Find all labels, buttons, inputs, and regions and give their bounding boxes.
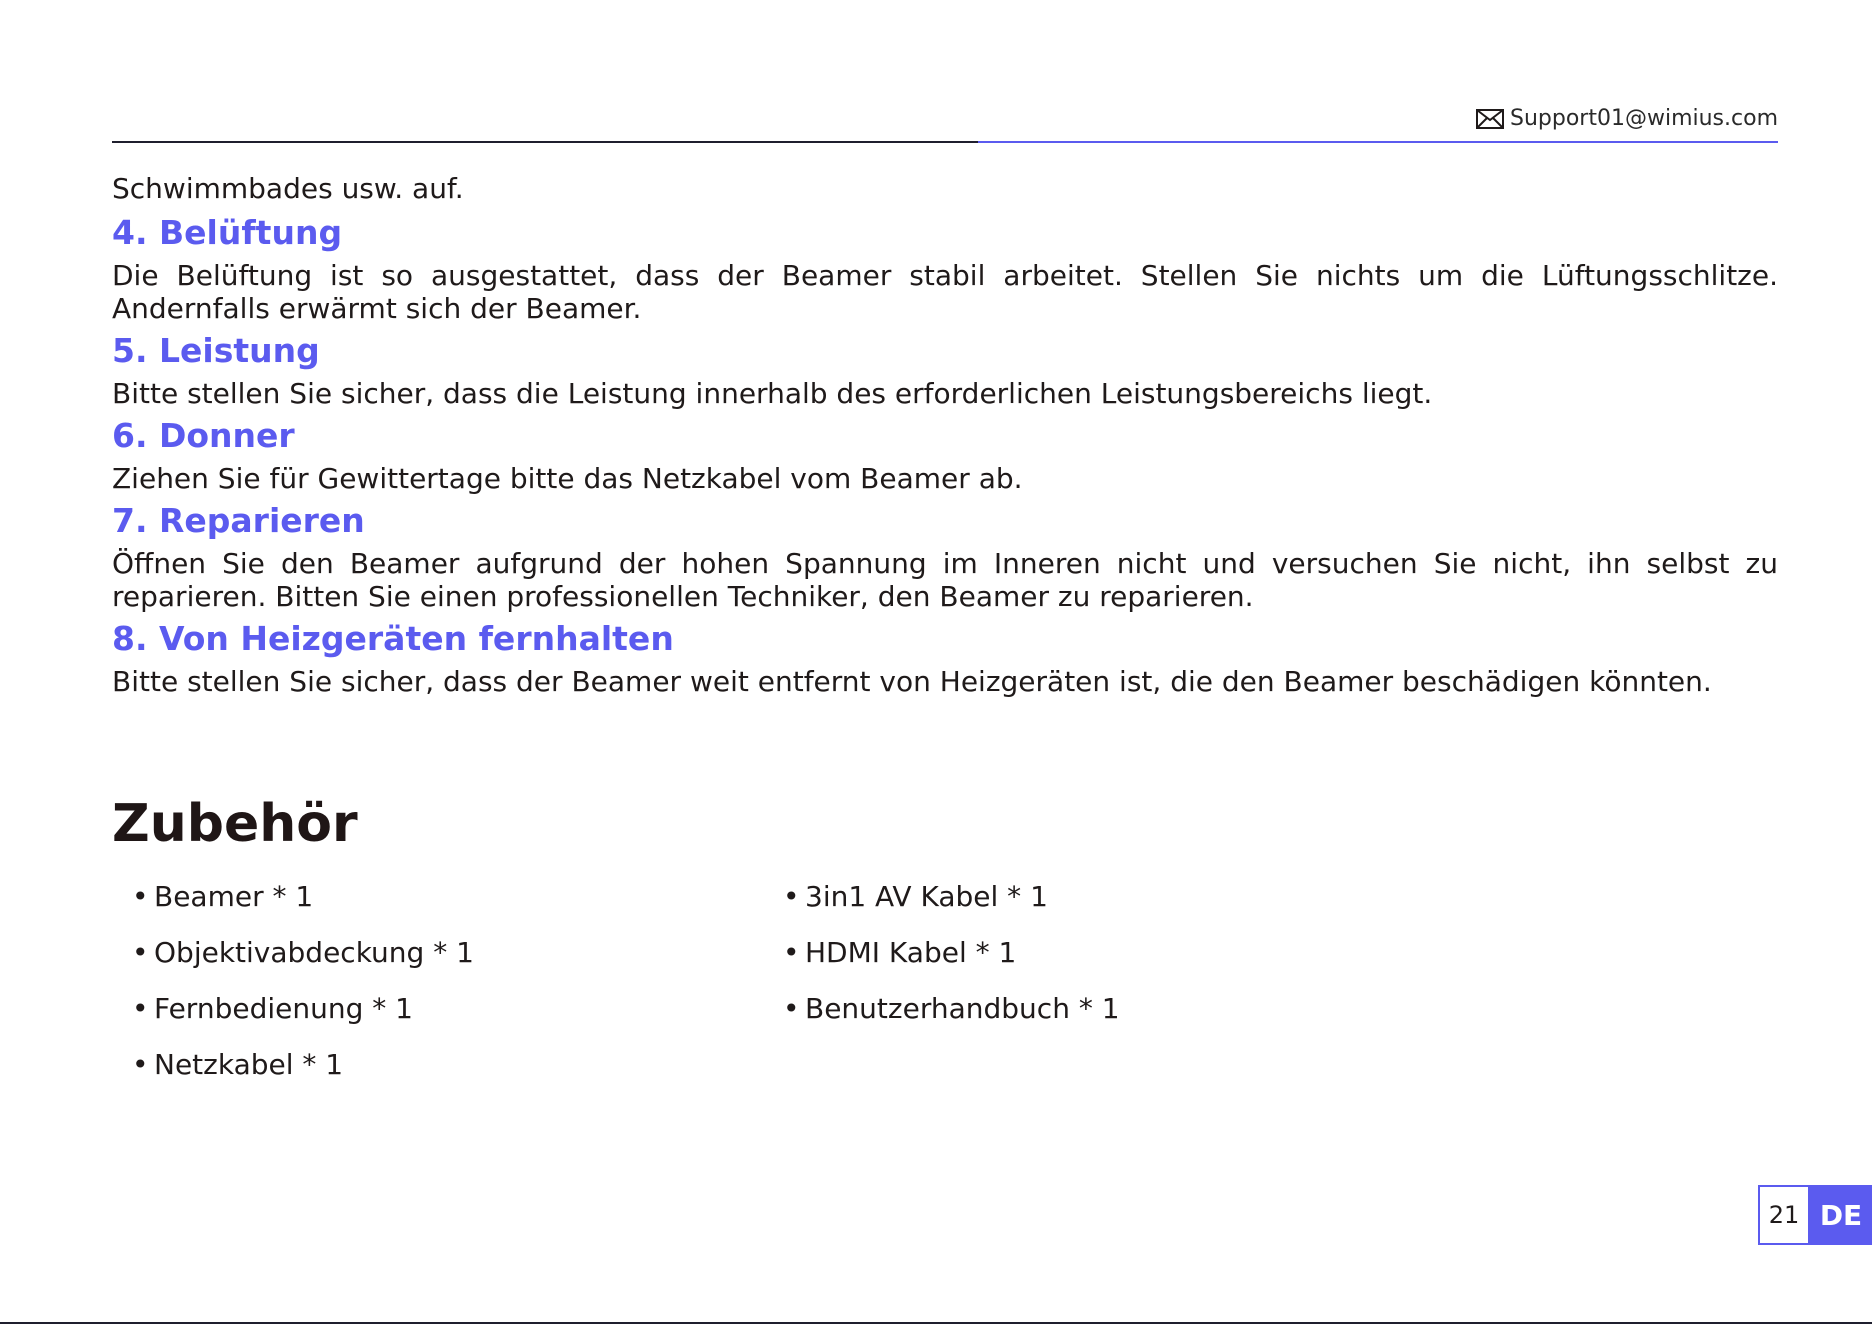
email-address[interactable]: Support01@wimius.com [1510,106,1778,131]
section-title: 4. Belüftung [112,213,343,252]
header-email [1476,106,1778,131]
list-item: • Netzkabel * 1 [132,1048,344,1081]
list-item: • Beamer * 1 [132,880,314,913]
section-text: Die Belüftung ist so ausgestattet, dass der Beamer stabil arbeitet. Stellen Sie nichts um die Lüftungsschlitze. Andernfalls erwärmt sich der Beamer. [112,259,1778,325]
accessories-title: Zubehör [112,794,358,854]
section-beluftung [112,212,1778,325]
accessories-list-right [783,880,1120,1048]
list-item: • 3in1 AV Kabel * 1 [783,880,1048,913]
language-badge: DE [1810,1185,1872,1245]
section-title: 8. Von Heizgeräten fernhalten [112,619,674,658]
section-text: Ziehen Sie für Gewittertage bitte das Netzkabel vom Beamer ab. [112,462,1023,495]
intro-line: Schwimmbades usw. auf. [112,172,464,205]
section-text: Bitte stellen Sie sicher, dass die Leistung innerhalb des erforderlichen Leistungsbereichs liegt. [112,377,1433,410]
section-text: Öffnen Sie den Beamer aufgrund der hohen Spannung im Inneren nicht und versuchen Sie nicht, ihn selbst zu reparieren. Bitten Sie einen professionellen Techniker, den Beamer zu reparieren. [112,547,1778,613]
section-title: 6. Donner [112,416,295,455]
section-heizgeraete [112,618,1778,698]
section-title: 5. Leistung [112,331,320,370]
header-rule-accent [978,141,1778,143]
list-item: • Fernbedienung * 1 [132,992,413,1025]
list-item: • Benutzerhandbuch * 1 [783,992,1120,1025]
section-reparieren [112,500,1778,613]
page-number: 21 [1758,1185,1810,1245]
main-content [112,172,1778,703]
header-rule-dark [112,141,978,143]
list-item: • HDMI Kabel * 1 [783,936,1017,969]
envelope-icon [1476,109,1504,129]
section-leistung [112,330,1778,410]
section-text: Bitte stellen Sie sicher, dass der Beamer weit entfernt von Heizgeräten ist, die den Beamer beschädigen könnten. [112,665,1712,698]
section-title: 7. Reparieren [112,501,365,540]
list-item: • Objektivabdeckung * 1 [132,936,474,969]
accessories-list-left [132,880,474,1104]
section-donner [112,415,1778,495]
